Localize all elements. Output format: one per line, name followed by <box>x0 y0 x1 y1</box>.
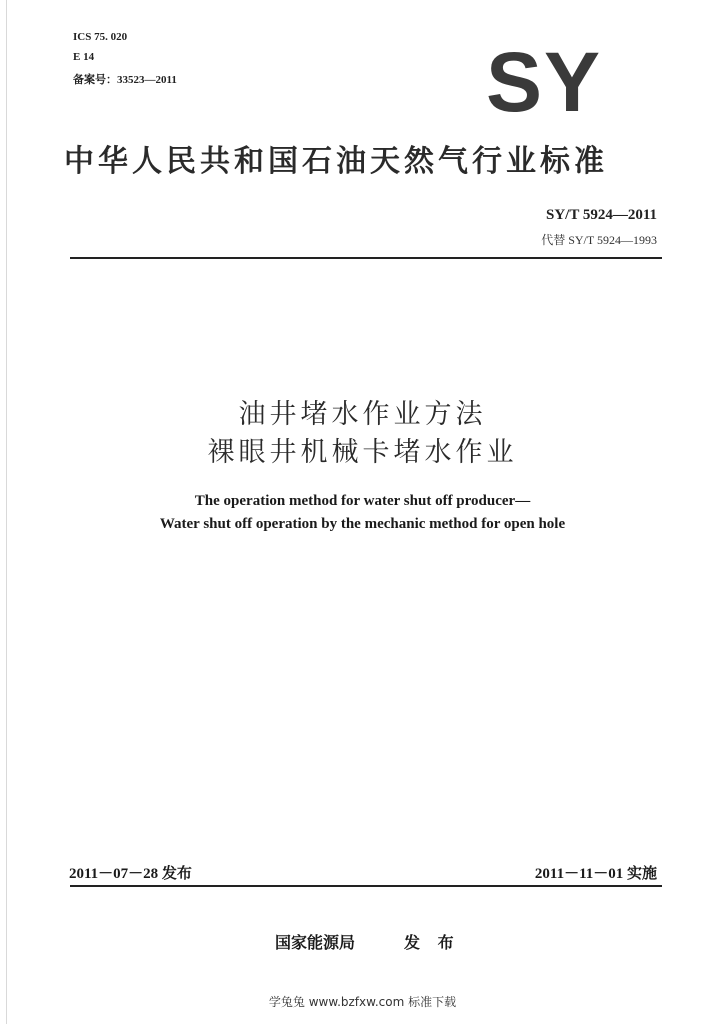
scan-edge-line <box>6 0 7 1024</box>
record-number: 备案号：33523—2011 <box>73 74 177 86</box>
org-title: 中华人民共和国石油天然气行业标准 <box>64 144 608 179</box>
issuer-name: 国家能源局 <box>275 933 356 952</box>
footer-watermark: 学兔兔 www.bzfxw.com 标准下载 <box>268 995 457 1009</box>
header-divider <box>70 257 662 259</box>
standard-code: SY/T 5924—2011 <box>546 207 657 223</box>
title-cn-line2: 裸眼井机械卡堵水作业 <box>207 437 518 468</box>
effective-date: 2011－11－01 实施 <box>534 866 657 882</box>
issue-verb: 发 布 <box>404 933 460 952</box>
sy-logo: SY <box>486 35 603 129</box>
footer-divider <box>70 885 662 887</box>
title-cn-line1: 油井堵水作业方法 <box>238 399 487 430</box>
category-code: E 14 <box>73 51 95 63</box>
replaces-code: 代替 SY/T 5924—1993 <box>541 233 657 247</box>
title-en-line2: Water shut off operation by the mechanic method for open hole <box>159 516 566 532</box>
publish-date: 2011－07－28 发布 <box>69 866 192 882</box>
ics-code: ICS 75. 020 <box>73 31 128 43</box>
title-en-line1: The operation method for water shut off producer— <box>194 493 531 509</box>
